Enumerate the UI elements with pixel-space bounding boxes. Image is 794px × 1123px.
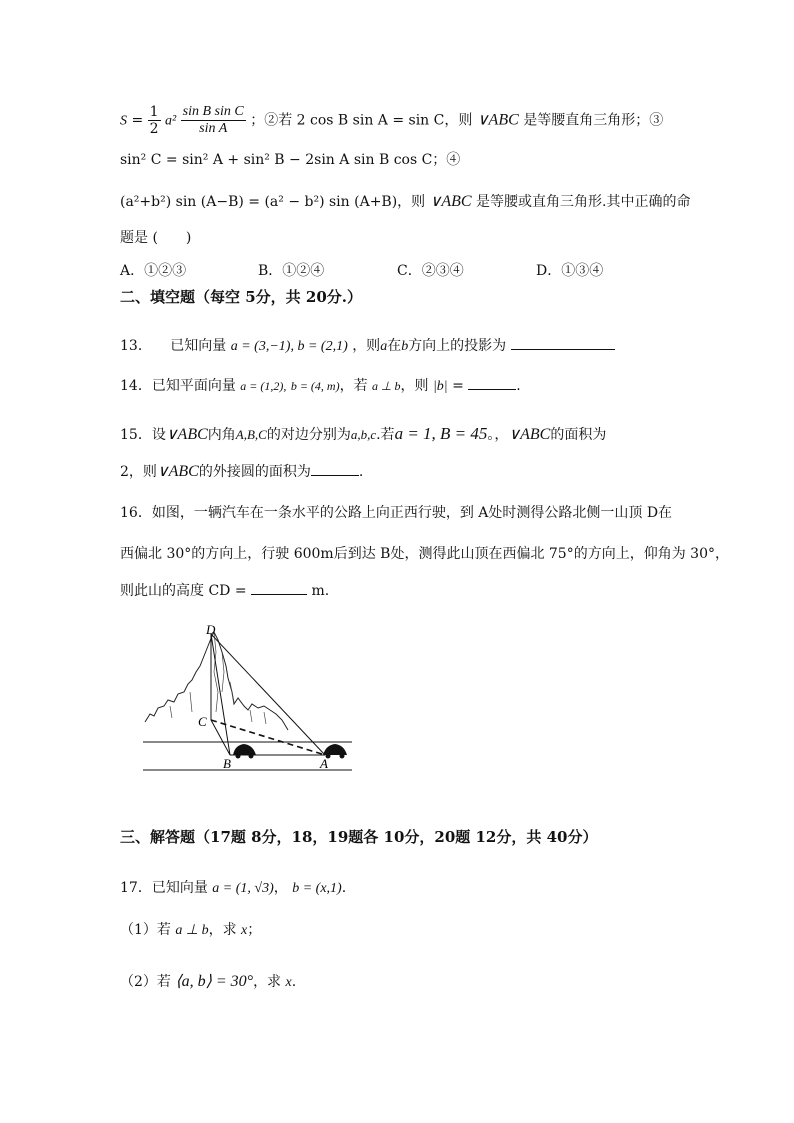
q15-sides: a,b,c <box>350 427 377 442</box>
fraction-sin-numerator: sin B sin C <box>181 104 246 121</box>
q15-number: 15． <box>120 427 152 443</box>
q13-text-a: 已知向量 <box>170 338 227 354</box>
q13-vectors: a = (3,−1), b = (2,1) <box>230 339 348 354</box>
q17-p1-end: ； <box>247 922 262 938</box>
q13-number: 13． <box>120 338 152 354</box>
triangle-abc: ∨ABC <box>476 111 519 129</box>
option-a: A．①②③ <box>120 263 187 279</box>
q12-line-1 <box>120 104 663 137</box>
q16-text-3a: 则此山的高度 CD = <box>120 583 247 599</box>
equals-sign: = <box>131 112 144 129</box>
q15-end: . <box>358 464 364 480</box>
q12-line-4: 题是 ( ) <box>120 230 192 246</box>
q17-p1-a: （1）若 <box>120 922 171 938</box>
q16-line-1 <box>120 505 672 522</box>
q12-statement-4-end: 是等腰或直角三角形.其中正确的命 <box>476 194 691 210</box>
q13-text-b: ，则 <box>352 338 381 354</box>
q17-p1-x: x <box>241 923 248 938</box>
q16-text-3b: m. <box>311 583 330 599</box>
q17-end: . <box>341 880 347 896</box>
section-2-title: 二、填空题（每空 5分，共 20分.） <box>120 288 362 306</box>
q15-answer-blank[interactable] <box>311 475 359 476</box>
fraction-sin-denominator: sin A <box>199 121 228 137</box>
option-c: C．②③④ <box>397 263 464 279</box>
q15-text-b: 内角 <box>207 427 236 443</box>
q14-condition: a ⊥ b <box>372 379 401 393</box>
q14 <box>120 378 521 396</box>
q13-text-d: 方向上的投影为 <box>408 338 507 354</box>
fraction-sin <box>181 104 246 137</box>
label-a: A <box>320 756 328 771</box>
q17-part-1 <box>120 922 261 940</box>
q15-text-e: ， <box>494 427 509 443</box>
label-c: C <box>198 714 207 729</box>
q17-p1-b: ，求 <box>208 922 237 938</box>
q16-answer-blank[interactable] <box>251 594 307 595</box>
q16-line-2: 西偏北 30°的方向上，行驶 600m后到达 B处，测得此山顶在西偏北 75°的方向上，仰角为 30°， <box>120 546 729 562</box>
q17 <box>120 880 346 898</box>
q12-statement-2-end: 是等腰直角三角形；③ <box>523 112 664 129</box>
q13-a: a <box>380 339 388 354</box>
fraction-half-denominator: 2 <box>149 121 159 138</box>
q12-statement-2: ；②若 2 cos B sin A = sin C，则 <box>250 112 473 129</box>
q17-p1-condition: a ⊥ b <box>175 923 209 938</box>
q12-line-3 <box>120 192 690 211</box>
q15-angles: A,B,C <box>235 427 267 442</box>
label-d: D <box>206 622 216 637</box>
q17-p2-end: . <box>291 974 297 990</box>
mountain-road-figure <box>130 622 360 782</box>
q15-line-2 <box>120 462 363 481</box>
q14-abs-b: |b| <box>432 379 448 394</box>
q14-answer-blank[interactable] <box>468 389 516 390</box>
q17-vector-a: a = (1, √3) <box>212 881 274 896</box>
q14-vector-a: a = (1,2), <box>240 379 287 393</box>
q17-p2-condition: ⟨a, b⟩ = 30° <box>175 973 254 990</box>
q15-triangle-2: ∨ABC <box>508 426 551 443</box>
option-d: D．①③④ <box>536 263 604 279</box>
q15-degree: 。 <box>487 427 495 443</box>
q15-text-a: 设 <box>151 427 166 443</box>
q15-text-d: .若 <box>376 427 395 443</box>
fraction-half-numerator: 1 <box>149 104 159 120</box>
q17-p2-b: ，求 <box>253 974 282 990</box>
q15-line2-b: 的外接圆的面积为 <box>198 464 311 480</box>
q15-line-1 <box>120 424 606 444</box>
q14-text-b: ，若 <box>339 378 368 394</box>
q17-sep: ， <box>273 880 288 896</box>
line-da <box>211 634 325 755</box>
triangle-abc-2: ∨ABC <box>429 193 472 210</box>
q16-number: 16． <box>120 505 152 521</box>
section-3-title: 三、解答题（17题 8分，18，19题各 10分，20题 12分，共 40分） <box>120 828 598 846</box>
q17-part-2 <box>120 972 296 992</box>
q15-condition: a = 1, B = 45 <box>394 424 488 443</box>
q17-text-a: 已知向量 <box>151 880 208 896</box>
q16-line-3 <box>120 583 329 600</box>
q13 <box>120 338 615 356</box>
q12-statement-4: (a²+b²) sin (A−B) = (a² − b²) sin (A+B)，则 <box>120 194 426 210</box>
a-squared: a² <box>165 113 177 129</box>
car-b-icon <box>233 744 256 759</box>
q12-line-2: sin² C = sin² A + sin² B − 2sin A sin B cos C；④ <box>120 152 461 168</box>
q17-vector-b: b = (x,1) <box>292 881 342 896</box>
q13-b: b <box>401 339 409 354</box>
q17-number: 17． <box>120 880 152 896</box>
q15-triangle: ∨ABC <box>165 426 208 443</box>
q13-answer-blank[interactable] <box>511 349 615 350</box>
q14-number: 14． <box>120 378 152 394</box>
q15-text-f: 的面积为 <box>550 427 607 443</box>
mountain-outline <box>145 632 288 730</box>
option-b: B．①②④ <box>258 263 325 279</box>
q14-text-a: 已知平面向量 <box>151 378 236 394</box>
q15-text-c: 的对边分别为 <box>266 427 351 443</box>
q14-end: . <box>516 378 521 394</box>
q16-text-1: 如图，一辆汽车在一条水平的公路上向正西行驶，到 A处时测得公路北侧一山顶 D在 <box>151 505 673 521</box>
q15-line2-a: 2，则 <box>120 464 157 480</box>
q14-text-c: ，则 <box>400 378 429 394</box>
q14-equals: = <box>452 378 464 394</box>
q13-text-c: 在 <box>387 338 402 354</box>
q15-triangle-3: ∨ABC <box>156 463 199 480</box>
q17-p2-a: （2）若 <box>120 974 171 990</box>
q17-p2-x: x <box>285 975 292 990</box>
label-b: B <box>223 756 231 771</box>
fraction-half <box>148 104 161 137</box>
q14-vector-b: b = (4, m) <box>290 379 340 393</box>
area-symbol: S <box>120 113 127 129</box>
